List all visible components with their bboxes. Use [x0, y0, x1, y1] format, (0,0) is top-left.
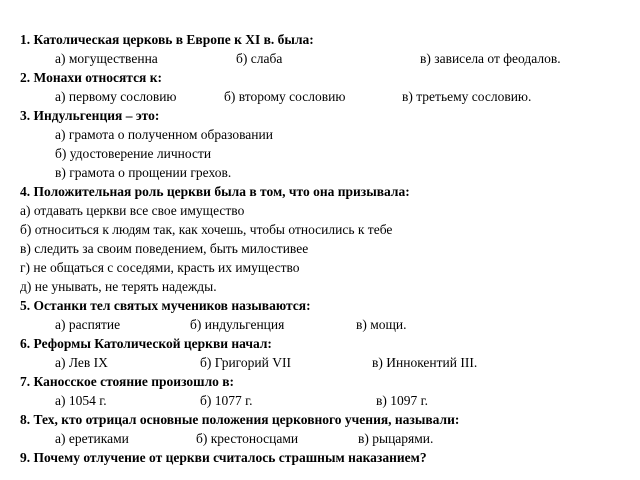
question-3: 3. Индульгенция – это:	[20, 108, 160, 123]
q5-option-a: а) распятие	[55, 317, 121, 332]
question-2: 2. Монахи относятся к:	[20, 70, 163, 85]
q4-option-a: а) отдавать церкви все свое имущество	[20, 203, 245, 218]
q1-option-a: а) могущественна	[55, 51, 158, 66]
q4-option-c: в) следить за своим поведением, быть милостивее	[20, 241, 309, 256]
question-1: 1. Католическая церковь в Европе к XI в. была:	[20, 32, 314, 47]
q7-option-c: в) 1097 г.	[376, 393, 429, 408]
q6-option-c: в) Иннокентий III.	[372, 355, 478, 370]
question-7: 7. Каносское стояние произошло в:	[20, 374, 235, 389]
question-9: 9. Почему отлучение от церкви считалось страшным наказанием?	[20, 450, 427, 465]
q8-option-a: а) еретиками	[55, 431, 129, 446]
q4-option-d: г) не общаться с соседями, красть их имущество	[20, 260, 300, 275]
q1-option-b: б) слаба	[236, 51, 283, 66]
q3-option-a: а) грамота о полученном образовании	[55, 127, 273, 142]
q4-option-b: б) относиться к людям так, как хочешь, чтобы относились к тебе	[20, 222, 393, 237]
q8-option-b: б) крестоносцами	[196, 431, 299, 446]
question-6: 6. Реформы Католической церкви начал:	[20, 336, 272, 351]
q2-option-b: б) второму сословию	[224, 89, 346, 104]
question-5: 5. Останки тел святых мучеников называются:	[20, 298, 311, 313]
q5-option-c: в) мощи.	[356, 317, 407, 332]
q2-option-c: в) третьему сословию.	[402, 89, 532, 104]
q3-option-c: в) грамота о прощении грехов.	[55, 165, 232, 180]
q7-option-a: а) 1054 г.	[55, 393, 107, 408]
question-8: 8. Тех, кто отрицал основные положения церковного учения, называли:	[20, 412, 460, 427]
q4-option-e: д) не унывать, не терять надежды.	[20, 279, 217, 294]
q7-option-b: б) 1077 г.	[200, 393, 253, 408]
q6-option-b: б) Григорий VII	[200, 355, 291, 370]
q6-option-a: а) Лев IX	[55, 355, 108, 370]
q5-option-b: б) индульгенция	[190, 317, 285, 332]
question-4: 4. Положительная роль церкви была в том, что она призывала:	[20, 184, 410, 199]
q2-option-a: а) первому сословию	[55, 89, 177, 104]
q8-option-c: в) рыцарями.	[358, 431, 434, 446]
q3-option-b: б) удостоверение личности	[55, 146, 212, 161]
q1-option-c: в) зависела от феодалов.	[420, 51, 561, 66]
